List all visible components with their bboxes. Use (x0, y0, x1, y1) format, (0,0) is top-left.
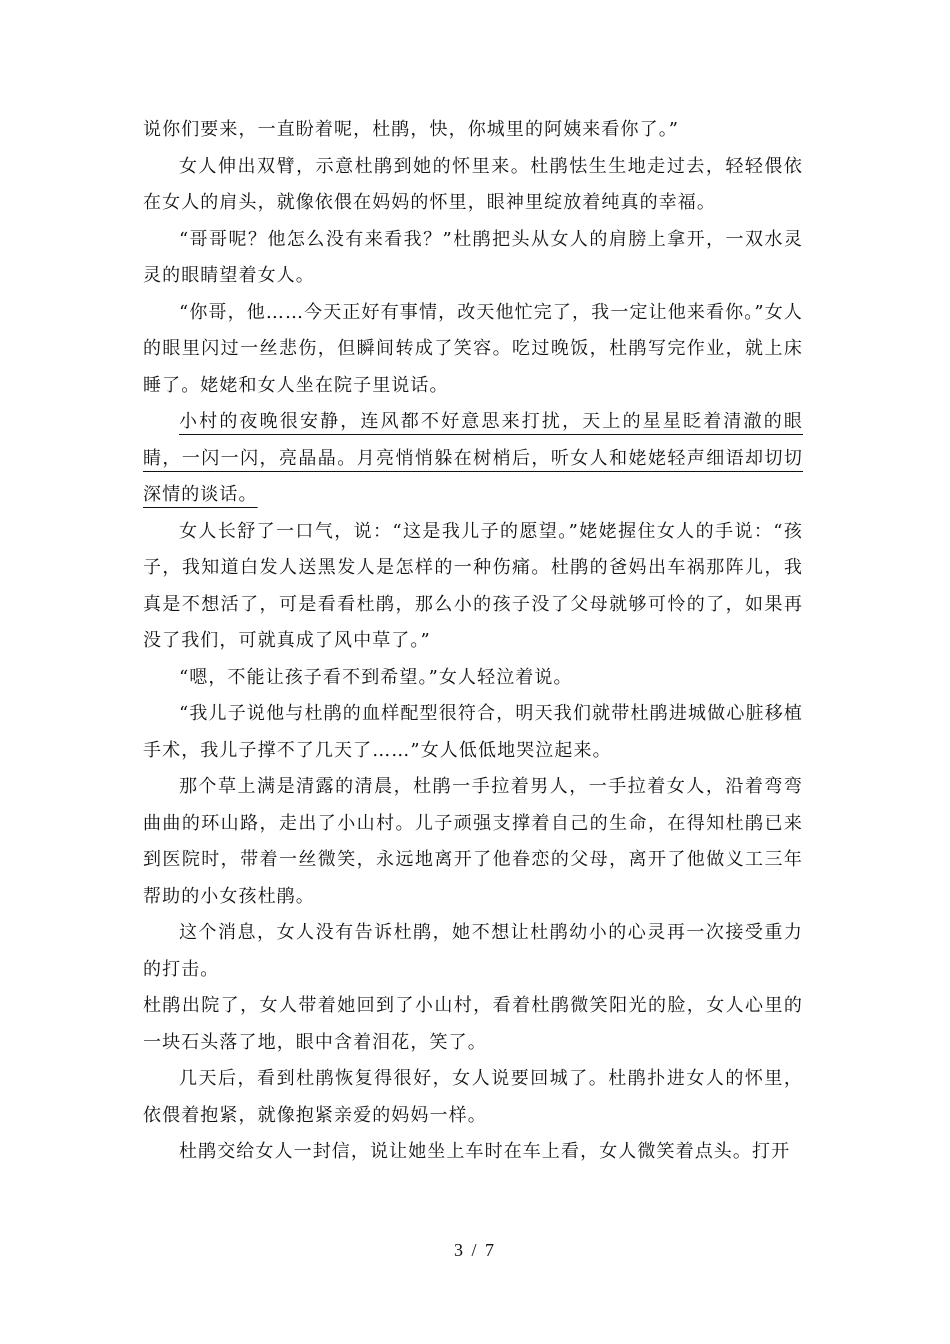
paragraph-12: 几天后，看到杜鹃恢复得很好，女人说要回城了。杜鹃扑进女人的怀里，依偎着抱紧，就像抱紧亲爱的妈妈一样。 (143, 1068, 803, 1126)
paragraph-11: 杜鹃出院了，女人带着她回到了小山村，看着杜鹃微笑阳光的脸，女人心里的一块石头落了地，眼中含着泪花，笑了。 (143, 995, 803, 1053)
paragraph-4: “你哥，他……今天正好有事情，改天他忙完了，我一定让他来看你。”女人的眼里闪过一丝悲伤，但瞬间转成了笑容。吃过晚饭，杜鹃写完作业，就上床睡了。姥姥和女人坐在院子里说话。 (143, 301, 803, 396)
paragraph-7: “嗯，不能让孩子看不到希望。”女人轻泣着说。 (179, 666, 573, 688)
paragraph-2: 女人伸出双臂，示意杜鹃到她的怀里来。杜鹃怯生生地走过去，轻轻偎依在女人的肩头，就像依偎在妈妈的怀里，眼神里绽放着纯真的幸福。 (143, 155, 803, 213)
paragraph-13: 杜鹃交给女人一封信，说让她坐上车时在车上看，女人微笑着点头。打开 (179, 1141, 791, 1162)
paragraph-6: 女人长舒了一口气，说：“这是我儿子的愿望。”姥姥握住女人的手说：“孩子，我知道白发人送黑发人是怎样的一种伤痛。杜鹃的爸妈出车祸那阵儿，我真是不想活了，可是看看杜鹃，那么小的孩子没了父母就够可怜的了，如果再没了我们，可就真成了风中草了。” (143, 520, 803, 651)
paragraph-10: 这个消息，女人没有告诉杜鹃，她不想让杜鹃幼小的心灵再一次接受重力的打击。 (143, 922, 803, 980)
paragraph-5-underlined: 小村的夜晚很安静，连风都不好意思来打扰，天上的星星眨着清澈的眼睛，一闪一闪，亮晶晶。月亮悄悄躲在树梢后，听女人和姥姥轻声细语却切切深情的谈话。 (143, 411, 803, 505)
paragraph-8: “我儿子说他与杜鹃的血样配型很符合，明天我们就带杜鹃进城做心脏移植手术，我儿子撑不了几天了……”女人低低地哭泣起来。 (143, 703, 803, 761)
paragraph-3: “哥哥呢？他怎么没有来看我？”杜鹃把头从女人的肩膀上拿开，一双水灵灵的眼睛望着女人。 (143, 228, 803, 286)
page-number: 3 / 7 (453, 1240, 496, 1260)
paragraph-9: 那个草上满是清露的清晨，杜鹃一手拉着男人，一手拉着女人，沿着弯弯曲曲的环山路，走出了小山村。儿子顽强支撑着自己的生命，在得知杜鹃已来到医院时，带着一丝微笑，永远地离开了他眷恋的父母，离开了他做义工三年帮助的小女孩杜鹃。 (143, 776, 803, 907)
body-text (143, 112, 803, 1171)
paragraph-1: 说你们要来，一直盼着呢，杜鹃，快，你城里的阿姨来看你了。” (143, 119, 680, 140)
